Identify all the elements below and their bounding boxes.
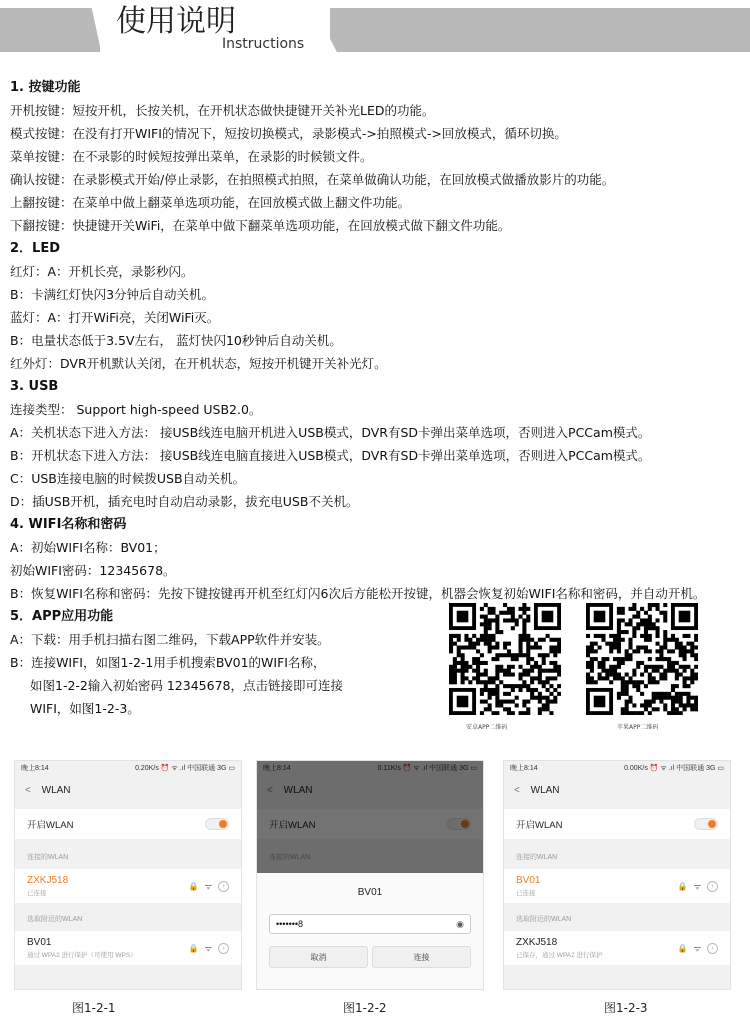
wifi-icon: ᯤ [204,943,212,953]
phone-screenshot-2 [256,760,484,990]
password-dialog [257,873,483,990]
text-line: A：关机状态下进入方法： 接USB线连电脑开机进入USB模式，DVR有SD卡弹出菜单选项，否则进入PCCam模式。 [10,425,651,440]
lock-icon: 🔒 [677,881,688,891]
network-row[interactable] [15,869,241,903]
cancel-button[interactable]: 取消 [269,946,368,968]
nav-title: WLAN [41,785,71,796]
status-bar [15,761,241,777]
network-row[interactable] [504,869,730,903]
text-line: C：USB连接电脑的时候拨USB自动关机。 [10,471,246,486]
wlan-switch-label: 开启WLAN [516,820,563,831]
text-line: A：初始WIFI名称：BV01； [10,540,166,555]
back-arrow-icon[interactable]: < [514,785,520,796]
network-row[interactable] [504,931,730,965]
section-heading: 1. 按键功能 [10,80,81,95]
password-value: •••••••8 [276,919,304,929]
section-heading: 2．LED [10,241,61,256]
nav-bar [15,777,241,805]
connected-section-label: 连接的WLAN [27,854,69,861]
connected-section-label: 连接的WLAN [516,854,558,861]
text-line: WIFI，如图1-2-3。 [30,701,140,716]
header-banner [0,0,750,58]
wlan-toggle[interactable] [694,818,718,830]
network-name: ZXKJ518 [27,875,69,886]
android-qr-caption: 安卓APP二维码 [466,724,508,731]
nav-title: WLAN [530,785,560,796]
network-name: ZXKJ518 [516,937,558,948]
status-bar [504,761,730,777]
text-line: B：卡满红灯快闪3分钟后自动关机。 [10,287,215,302]
info-icon[interactable]: › [707,881,718,892]
network-row[interactable] [15,931,241,965]
wlan-switch-row[interactable] [504,809,730,839]
text-line: B：恢复WIFI名称和密码：先按下键按键再开机至红灯闪6次后方能松开按键，机器会恢复初始WIFI名称和密码，并自动开机。 [10,586,706,601]
back-arrow-icon[interactable]: < [25,785,31,796]
page-subtitle: Instructions [222,36,305,52]
section-heading: 5．APP应用功能 [10,609,114,624]
text-line: B：连接WIFI，如图1-2-1用手机搜索BV01的WIFI名称， [10,655,326,670]
text-line: 连接类型： Support high-speed USB2.0。 [10,402,262,417]
text-line: 如图1-2-2输入初始密码 12345678，点击链接即可连接 [30,678,343,693]
section-heading: 4. WIFI名称和密码 [10,517,127,532]
network-name: BV01 [27,937,52,948]
lock-icon: 🔒 [188,943,199,953]
section-heading: 3. USB [10,379,59,394]
text-line: 开机按键：短按开机，长按关机，在开机状态做快捷键开关补光LED的功能。 [10,103,435,118]
wifi-icon: ᯤ [693,943,701,953]
connect-button[interactable]: 连接 [372,946,471,968]
nearby-section-label: 选取附近的WLAN [27,916,83,923]
text-line: 蓝灯：A：打开WiFi亮，关闭WiFi灭。 [10,310,220,325]
figure-label: 图1-2-1 [72,1001,116,1015]
network-name: BV01 [516,875,541,886]
dialog-buttons [269,946,471,968]
dim-overlay [257,761,483,873]
status-indicators: 0.20K/s ⏰ ᯤ .ıl 中国联通 3G ▭ [135,765,235,772]
text-line: B：开机状态下进入方法： 接USB线连电脑直接进入USB模式，DVR有SD卡弹出菜单选项，否则进入PCCam模式。 [10,448,651,463]
wlan-toggle[interactable] [205,818,229,830]
text-line: D：插USB开机，插充电时自动启动录影，拔充电USB不关机。 [10,494,359,509]
text-line: 确认按键：在录影模式开始/停止录影，在拍照模式拍照，在菜单做确认功能，在回放模式做播放影片的功能。 [10,172,615,187]
nav-bar [504,777,730,805]
apple-qr-caption: 苹果APP二维码 [617,724,659,731]
status-time: 晚上8:14 [510,765,538,772]
text-line: 上翻按键：在菜单中做上翻菜单选项功能，在回放模式做上翻文件功能。 [10,195,411,210]
wifi-icon: ᯤ [204,881,212,891]
nearby-section-label: 选取附近的WLAN [516,916,572,923]
text-line: A：下载：用手机扫描右图二维码，下载APP软件并安装。 [10,632,330,647]
network-status: 已连接 [27,890,47,897]
status-time: 晚上8:14 [21,765,49,772]
lock-icon: 🔒 [188,881,199,891]
info-icon[interactable]: › [707,943,718,954]
text-line: 下翻按键：快捷键开关WiFi，在菜单中做下翻菜单选项功能，在回放模式做下翻文件功能。 [10,218,511,233]
network-status: 已连接 [516,890,536,897]
network-status: 通过 WPA2 进行保护（可使用 WPS） [27,952,137,959]
text-line: 菜单按键：在不录影的时候短按弹出菜单，在录影的时候锁文件。 [10,149,373,164]
wifi-icon: ᯤ [693,881,701,891]
banner-right-bar [330,8,750,52]
text-line: 模式按键：在没有打开WIFI的情况下，短按切换模式，录影模式->拍照模式->回放模式，循环切换。 [10,126,567,141]
phone-screenshot-1 [14,760,242,990]
dialog-title: BV01 [357,887,383,898]
info-icon[interactable]: › [218,881,229,892]
wlan-switch-label: 开启WLAN [27,820,74,831]
eye-icon[interactable]: ◉ [456,918,464,929]
qr-graphic [449,603,561,715]
qr-graphic [586,603,698,715]
text-line: 初始WIFI密码：12345678。 [10,563,176,578]
info-icon[interactable]: › [218,943,229,954]
phone-screenshot-3 [503,760,731,990]
lock-icon: 🔒 [677,943,688,953]
status-indicators: 0.00K/s ⏰ ᯤ .ıl 中国联通 3G ▭ [624,765,724,772]
text-line: 红灯：A：开机长亮，录影秒闪。 [10,264,194,279]
text-line: 红外灯：DVR开机默认关闭，在开机状态，短按开机键开关补光灯。 [10,356,387,371]
figure-label: 图1-2-2 [343,1001,387,1015]
apple-qr-code [586,603,698,715]
banner-left-bar [0,8,100,52]
text-line: B：电量状态低于3.5V左右， 蓝灯快闪10秒钟后自动关机。 [10,333,342,348]
wlan-switch-row[interactable] [15,809,241,839]
network-status: 已保存，通过 WPA2 进行保护 [516,952,603,959]
password-field[interactable] [269,914,471,934]
page-title: 使用说明 [116,4,236,39]
android-qr-code [449,603,561,715]
figure-label: 图1-2-3 [604,1001,648,1015]
